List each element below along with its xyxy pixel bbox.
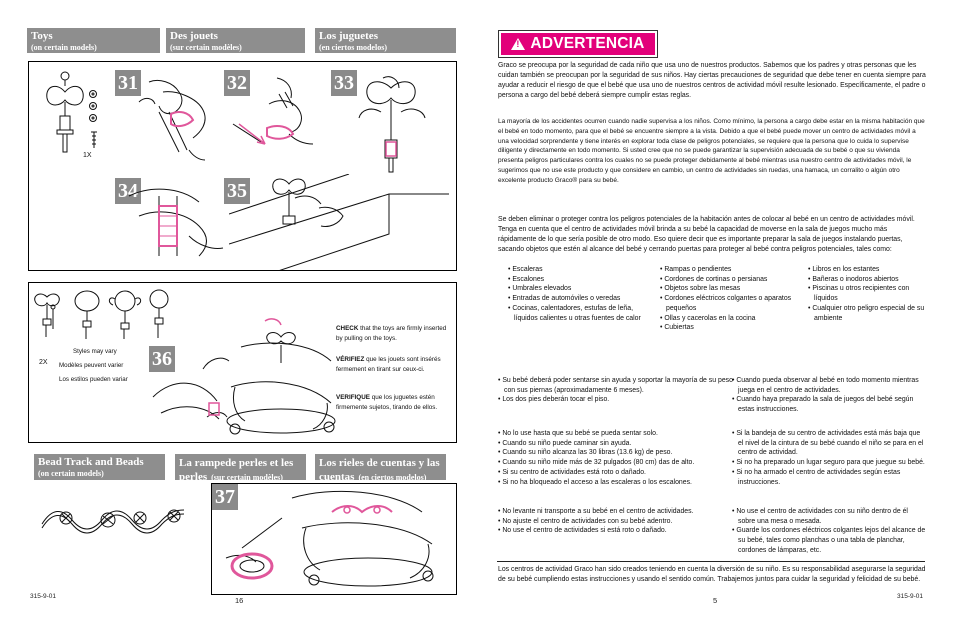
left-doc-code: 315-9-01 bbox=[30, 593, 57, 600]
list-item: • Si la bandeja de su centro de actividades está más baja que el nivel de la cintura de su bebé cuando el niño se para en el centro de actividad. bbox=[732, 429, 927, 458]
check-instruction-en bbox=[336, 324, 451, 343]
check-instruction-es bbox=[336, 393, 451, 412]
list-item: • Escalones bbox=[508, 275, 648, 285]
list-item: • Ollas y cacerolas en la cocina bbox=[660, 314, 800, 324]
use-when-list-right bbox=[732, 376, 927, 415]
check-fr-text: que les jouets sont insérés fermement en tirant sur ceux-ci. bbox=[336, 356, 441, 373]
list-item: • Si su centro de actividades está roto o dañado. bbox=[498, 468, 733, 478]
step-34-illustration bbox=[119, 176, 229, 268]
step-number: 31 bbox=[115, 70, 141, 96]
list-item: • Cordones de cortinas o persianas bbox=[660, 275, 800, 285]
check-en-bold: CHECK bbox=[336, 325, 359, 332]
header-bead-track-fr bbox=[175, 454, 306, 483]
never-do-list-right bbox=[732, 507, 927, 556]
step-37-panel bbox=[211, 483, 457, 595]
list-item: • No use el centro de actividades con su niño dentro de él sobre una mesa o mesada. bbox=[732, 507, 927, 526]
list-item: • Si no ha bloqueado el acceso a las escaleras o los escalones. bbox=[498, 478, 733, 488]
step-number: 33 bbox=[331, 70, 357, 96]
bead-track-illustration bbox=[38, 498, 194, 538]
list-item: • Bañeras o inodoros abiertos bbox=[808, 275, 928, 285]
check-en-text: that the toys are firmly inserted by pulling on the toys. bbox=[336, 325, 447, 342]
list-item: • No use el centro de actividades si está roto o dañado. bbox=[498, 526, 733, 536]
list-item: • Cordones eléctricos colgantes o aparatos pequeños bbox=[660, 294, 800, 313]
check-fr-bold: VÉRIFIEZ bbox=[336, 356, 365, 363]
bead-fr-subtitle: (sur certain modèles) bbox=[211, 473, 283, 482]
hazards-paragraph: Se deben eliminar o proteger contra los peligros potenciales de la habitación antes de colocar al bebé en un centro de actividades móvil. Tenga en cuenta que el centro de actividades móvil brinda a su bebé la capacidad de moverse en la sala de juegos mucho más rápidamente de lo que sería posible de otro modo. Eso quiere decir que es importante preparar la sala de juegos instalando puertas, sacando objetos que estén al alcance del bebé y cerrando puertas para proteger al bebé contra peligros potenciales, tales como: bbox=[498, 216, 915, 253]
step-36-illustration bbox=[151, 317, 337, 439]
step-37-illustration bbox=[222, 488, 452, 592]
steps-31-35-panel bbox=[28, 61, 457, 271]
supervision-paragraph: La mayoría de los accidentes ocurren cuando nadie supervisa a los niños. Como mínimo, la persona a cargo debe estar en la misma habitación que el bebé en todo momento, para que el bebé se encuentre siempre a la vista. Debido a que el bebé puede mover un centro de actividades móvil a una velocidad sorprendente y tiene interés en explorar toda clase de peligros potenciales, se requiere que la persona que lo cuida lo supervise diligente y directamente en todo momento. Si usted cree que no se puede garantizar la supervisión adecuada de su bebé o que su vivienda presenta peligros particulares contra los cuales no se puede proteger debidamente al bebé mientras usa nuestro centro de actividades móvil, le sugerimos que no use este producto y que considere en cambio, un centro de actividades sin ruedas, una hamaca, un corralito o algún otro excelente producto Graco® para su bebé. bbox=[498, 118, 925, 184]
step-35-illustration bbox=[229, 174, 455, 270]
right-page-number: 5 bbox=[713, 596, 718, 605]
list-item: • Cubiertas bbox=[660, 323, 800, 333]
step-36-panel bbox=[28, 282, 457, 443]
list-item: • Entradas de automóviles o veredas bbox=[508, 294, 648, 304]
list-item: • Cuando su niño alcanza las 30 libras (13.6 kg) de peso. bbox=[498, 448, 733, 458]
header-bead-track-en bbox=[34, 454, 165, 480]
check-instruction-fr bbox=[336, 355, 451, 374]
step-32-illustration bbox=[229, 74, 329, 174]
list-item: • Umbrales elevados bbox=[508, 284, 648, 294]
list-item: • Escaleras bbox=[508, 265, 648, 275]
list-item: • Piscinas u otros recipientes con líquidos bbox=[808, 284, 928, 303]
warning-title: ADVERTENCIA bbox=[530, 35, 645, 52]
step-33-illustration bbox=[339, 72, 449, 182]
list-item: • Cuando pueda observar al bebé en todo momento mientras juega en el centro de actividades. bbox=[732, 376, 927, 395]
header-jouets-title: Des jouets bbox=[170, 30, 218, 42]
step-number: 37 bbox=[212, 484, 238, 510]
styles-vary-en: Styles may vary bbox=[73, 348, 117, 355]
parts-qty-1x: 1X bbox=[83, 152, 92, 159]
list-item: • No lo use hasta que su bebé se pueda sentar solo. bbox=[498, 429, 733, 439]
header-bead-track-es bbox=[315, 454, 446, 483]
bead-fr-title: La rampede perles et les perles bbox=[179, 457, 294, 483]
list-item: • Libros en los estantes bbox=[808, 265, 928, 275]
list-item: • Cualquier otro peligro especial de su ambiente bbox=[808, 304, 928, 323]
header-toys bbox=[27, 28, 160, 53]
list-item: • No ajuste el centro de actividades con su bebé adentro. bbox=[498, 517, 733, 527]
closing-divider bbox=[497, 561, 925, 562]
warning-triangle-icon: ! bbox=[511, 38, 525, 50]
check-es-text: que los juguetes estén firmemente sujetos, tirando de ellos. bbox=[336, 394, 438, 411]
step-31-illustration bbox=[119, 72, 229, 172]
bead-es-subtitle: (en ciertos modelos) bbox=[358, 473, 427, 482]
list-item: • Si no ha preparado un lugar seguro para que juegue su bebé. bbox=[732, 458, 927, 468]
intro-paragraph: Graco se preocupa por la seguridad de cada niño que usa uno de nuestros productos. Sabemos que los padres y otras personas que les cuidan también se preocupan por la seguridad de sus niños. Hay ciertas precauciones de seguridad que debe tener en cuenta siempre para ayudar a reducir el riesgo de que el bebé que usa uno de nuestros centros de actividad móvil resulte lesionado. Específicamente, el padre o persona a cargo del bebé deberá siempre cumplir estas reglas. bbox=[498, 62, 926, 99]
list-item: • Cocinas, calentadores, estufas de leña, líquidos calientes u otras fuentes de calor bbox=[508, 304, 648, 323]
header-toys-title: Toys bbox=[31, 30, 53, 42]
never-use-list-left bbox=[498, 429, 733, 487]
list-item: • Rampas o pendientes bbox=[660, 265, 800, 275]
list-item: • Objetos sobre las mesas bbox=[660, 284, 800, 294]
list-item: • Guarde los cordones eléctricos colgantes lejos del alcance de su bebé, tales como planchas o una tabla de planchar, cordones de lámparas, etc. bbox=[732, 526, 927, 555]
left-page-number: 16 bbox=[235, 596, 244, 605]
header-jouets-subtitle: (sur certain modèles) bbox=[170, 43, 242, 52]
right-doc-code: 315-9-01 bbox=[897, 593, 924, 600]
check-es-bold: VERIFIQUE bbox=[336, 394, 370, 401]
step-number: 36 bbox=[149, 346, 175, 372]
step-number: 32 bbox=[224, 70, 250, 96]
list-item: • Cuando haya preparado la sala de juegos del bebé según estas instrucciones. bbox=[732, 395, 927, 414]
list-item: • Cuando su niño puede caminar sin ayuda. bbox=[498, 439, 733, 449]
bead-en-title: Bead Track and Beads bbox=[38, 456, 144, 468]
header-juguetes-subtitle: (en ciertos modelos) bbox=[319, 43, 387, 52]
styles-vary-fr: Modèles peuvent varier bbox=[59, 362, 124, 369]
header-toys-subtitle: (on certain models) bbox=[31, 43, 97, 52]
list-item: • Su bebé deberá poder sentarse sin ayuda y soportar la mayoría de su peso con sus piernas (aproximadamente 6 meses). bbox=[498, 376, 733, 395]
header-juguetes bbox=[315, 28, 456, 53]
never-do-list-left bbox=[498, 507, 733, 536]
step-number: 35 bbox=[224, 178, 250, 204]
step-number: 34 bbox=[115, 178, 141, 204]
hazards-list-col1 bbox=[508, 265, 648, 323]
list-item: • Los dos pies deberán tocar el piso. bbox=[498, 395, 733, 405]
header-jouets bbox=[166, 28, 305, 53]
header-juguetes-title: Los juguetes bbox=[319, 30, 378, 42]
never-use-list-right bbox=[732, 429, 927, 487]
styles-vary-es: Los estilos pueden variar bbox=[59, 376, 128, 383]
hazards-list-col2 bbox=[660, 265, 800, 333]
list-item: • Si no ha armado el centro de actividades según estas instrucciones. bbox=[732, 468, 927, 487]
hazards-list-col3 bbox=[808, 265, 928, 323]
bead-es-title: Los rieles de cuentas y las cuentas bbox=[319, 457, 440, 483]
toy-parts-illustration bbox=[37, 68, 107, 188]
closing-paragraph: Los centros de actividad Graco han sido creados teniendo en cuenta la diversión de su niño. Es su responsabilidad asegurarse la seguridad de su bebé cumpliendo estas instrucciones y usando el sentido común. Trabajemos juntos para cuidar la seguridad y felicidad de su bebé. bbox=[498, 566, 926, 583]
list-item: • Cuando su niño mide más de 32 pulgados (80 cm) das de alto. bbox=[498, 458, 733, 468]
use-when-list-left bbox=[498, 376, 733, 405]
list-item: • No levante ni transporte a su bebé en el centro de actividades. bbox=[498, 507, 733, 517]
bead-en-subtitle: (on certain models) bbox=[38, 469, 104, 478]
parts-qty-2x: 2X bbox=[39, 359, 48, 366]
warning-banner bbox=[498, 30, 658, 58]
